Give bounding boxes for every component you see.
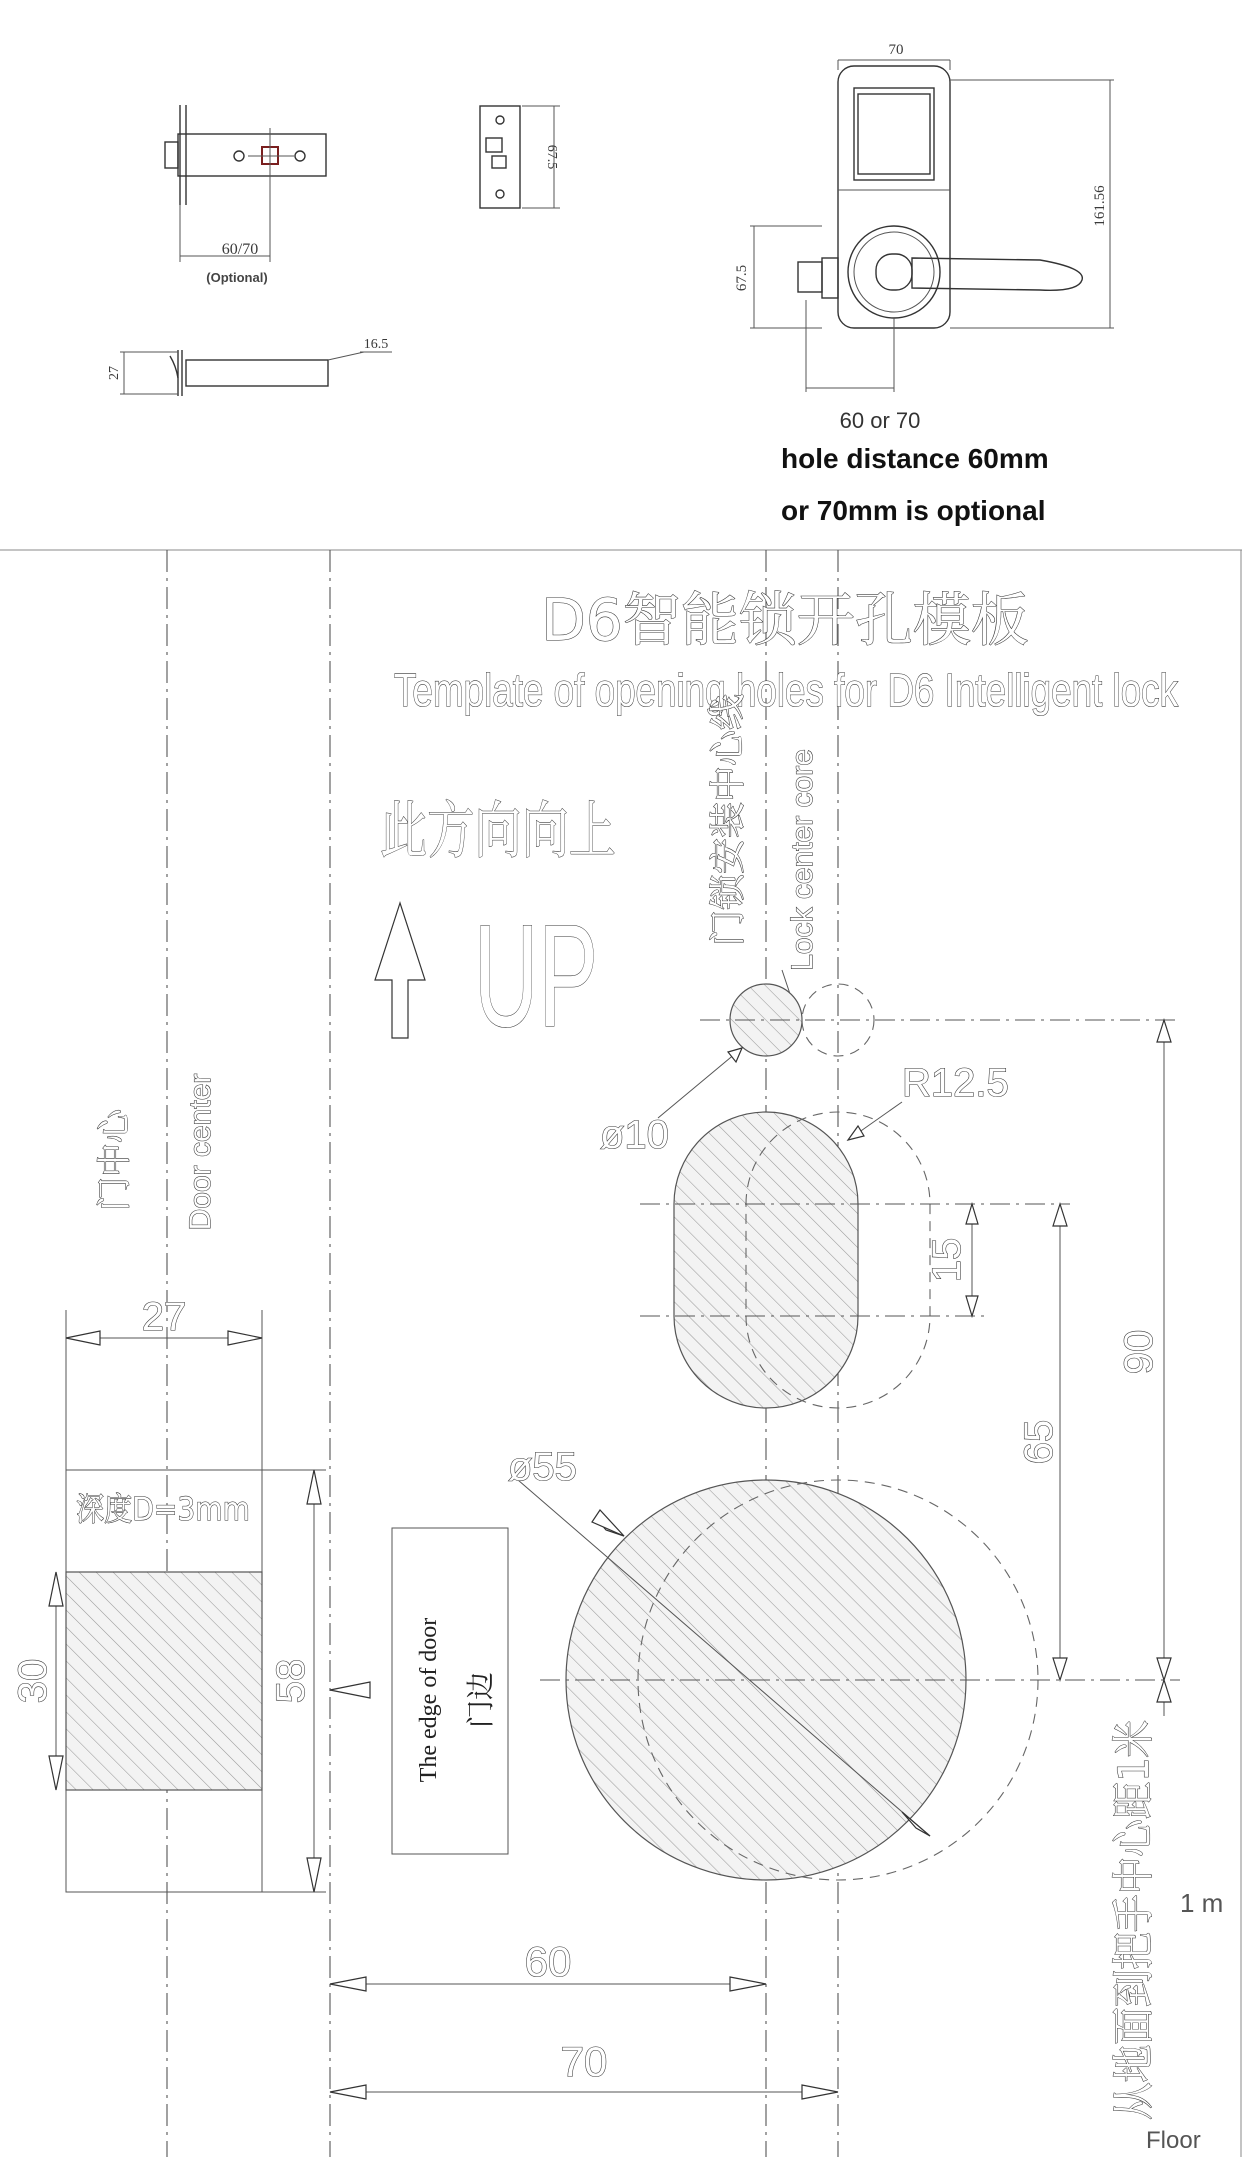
dia-10-label: ø10 [600, 1113, 669, 1157]
lock-width-label: 70 [888, 42, 904, 58]
latch-faceplate [480, 106, 560, 208]
floor-distance-chinese: 从地面到把手中心距1米 [1109, 1673, 1158, 2120]
floor-height-note [1109, 1673, 1224, 2154]
dim-60-label: 60 [524, 1938, 572, 1985]
dim-58-label: 58 [269, 1658, 313, 1704]
lock-front-view [734, 42, 1114, 526]
direction-chinese: 此方向向上 [380, 794, 616, 867]
small-hole-10 [600, 984, 1180, 1157]
lock-center-chinese: 门锁安装中心线 [708, 693, 749, 947]
one-meter-label: 1 m [1180, 1888, 1224, 1918]
latch-bolt-view [107, 337, 392, 396]
main-hole-55 [508, 1445, 1180, 1880]
bolt-length-label: 16.5 [363, 337, 389, 352]
template-title [394, 586, 1179, 716]
depth-label: 深度D=3mm [76, 1490, 250, 1528]
latch-pocket [11, 1295, 370, 1892]
radius-12-5-label: R12.5 [902, 1061, 1009, 1105]
dia-55-label: ø55 [508, 1445, 577, 1489]
title-chinese: D6智能锁开孔模板 [541, 586, 1029, 654]
bolt-height-label: 27 [107, 366, 122, 380]
lock-side-height-label: 67.5 [734, 264, 750, 292]
dim-15-label: 15 [925, 1237, 969, 1283]
title-english: Template of opening holes for D6 Intelligent lock [394, 664, 1179, 716]
door-edge-chinese: 门边 [464, 1671, 497, 1729]
vertical-dimensions [1017, 1020, 1171, 1716]
door-edge-box [392, 1528, 508, 1854]
lock-centerline-label [708, 694, 819, 1000]
dim-65-label: 65 [1017, 1419, 1061, 1465]
latch-optional-label: (Optional) [206, 270, 268, 285]
door-center-english: Door center [184, 1073, 217, 1231]
door-center-label [95, 1074, 217, 1231]
dim-70-label: 70 [560, 2038, 608, 2085]
dim-90-label: 90 [1117, 1329, 1161, 1375]
up-arrow-icon [375, 903, 425, 1038]
oblong-hole [640, 1061, 1070, 1408]
dim-30-label: 30 [11, 1658, 55, 1704]
template-frame [0, 550, 1242, 2157]
note-line-1: hole distance 60mm [781, 443, 1049, 474]
latch-side-view [165, 105, 326, 285]
dim-27-label: 27 [141, 1295, 187, 1339]
note-line-2: or 70mm is optional [781, 495, 1046, 526]
hole-distance-label: 60 or 70 [839, 408, 921, 433]
horizontal-dimensions [330, 1938, 838, 2099]
door-center-chinese: 门中心 [95, 1109, 135, 1211]
lock-center-english: Lock center core [786, 749, 819, 971]
lock-height-label: 161.56 [1092, 185, 1108, 227]
faceplate-dim-label: 67.5 [544, 144, 559, 170]
latch-dim-label: 60/70 [221, 241, 259, 258]
direction-indicator [375, 794, 616, 1057]
door-edge-english: The edge of door [416, 1617, 442, 1783]
up-text: UP [474, 894, 598, 1057]
floor-label: Floor [1146, 2127, 1201, 2154]
